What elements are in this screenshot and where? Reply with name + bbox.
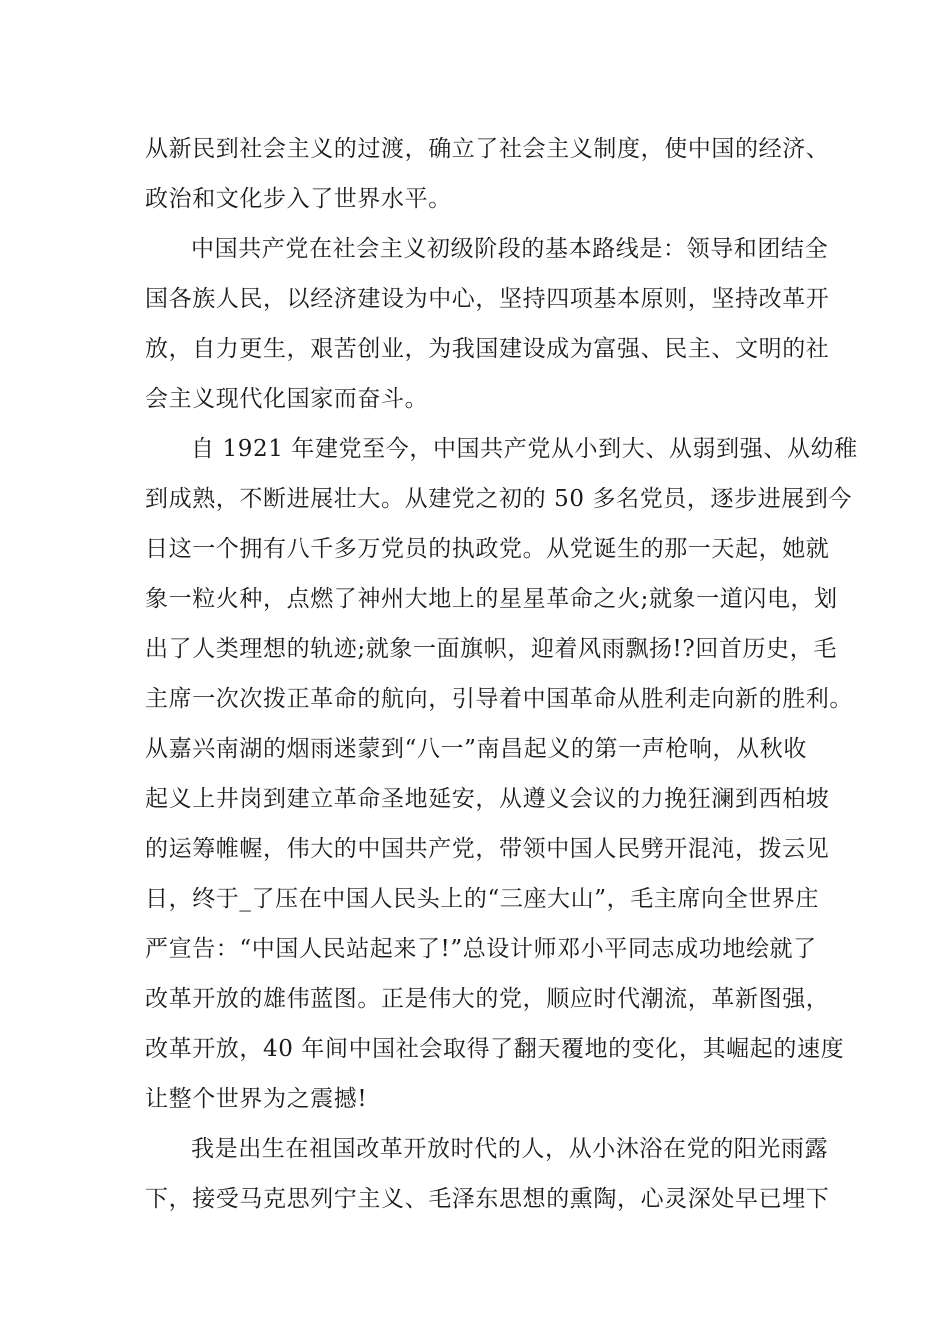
text-line-16: 日，终于_了压在中国人民头上的“三座大山”，毛主席向全世界庄	[145, 886, 820, 912]
text-line-1: 从新民到社会主义的过渡，确立了社会主义制度，使中国的经济、	[145, 136, 830, 162]
text-line-22: 下，接受马克思列宁主义、毛泽东思想的熏陶，心灵深处早已埋下	[145, 1186, 830, 1212]
text-line-10: 象一粒火种，点燃了神州大地上的星星革命之火;就象一道闪电，划	[145, 586, 838, 612]
text-line-21: 我是出生在祖国改革开放时代的人，从小沐浴在党的阳光雨露	[191, 1136, 829, 1162]
text-line-15: 的运筹帷幄，伟大的中国共产党，带领中国人民劈开混沌，拨云见	[145, 836, 830, 862]
text-line-5: 放，自力更生，艰苦创业，为我国建设成为富强、民主、文明的社	[145, 336, 830, 362]
text-line-18: 改革开放的雄伟蓝图。正是伟大的党，顺应时代潮流，革新图强，	[145, 986, 830, 1012]
text-line-13: 从嘉兴南湖的烟雨迷蒙到“八一”南昌起义的第一声枪响，从秋收	[145, 736, 807, 762]
text-line-20: 让整个世界为之震撼!	[145, 1086, 368, 1112]
text-line-11: 出了人类理想的轨迹;就象一面旗帜，迎着风雨飘扬!?回首历史，毛	[145, 636, 837, 662]
text-line-4: 国各族人民，以经济建设为中心，坚持四项基本原则，坚持改革开	[145, 286, 830, 312]
text-line-14: 起义上井岗到建立革命圣地延安，从遵义会议的力挽狂澜到西柏坡	[145, 786, 830, 812]
body-text	[145, 124, 858, 1224]
text-line-8: 到成熟，不断进展壮大。从建党之初的 50 多名党员，逐步进展到今	[145, 486, 853, 512]
text-line-19: 改革开放，40 年间中国社会取得了翻天覆地的变化，其崛起的速度	[145, 1036, 845, 1062]
text-line-9: 日这一个拥有八千多万党员的执政党。从党诞生的那一天起，她就	[145, 536, 830, 562]
text-line-6: 会主义现代化国家而奋斗。	[145, 386, 429, 412]
text-line-3: 中国共产党在社会主义初级阶段的基本路线是：领导和团结全	[191, 236, 829, 262]
text-line-7: 自 1921 年建党至今，中国共产党从小到大、从弱到强、从幼稚	[191, 436, 858, 462]
text-line-17: 严宣告：“中国人民站起来了!”总设计师邓小平同志成功地绘就了	[145, 936, 817, 962]
text-line-12: 主席一次次拨正革命的航向，引导着中国革命从胜利走向新的胜利。	[145, 686, 853, 712]
text-line-2: 政治和文化步入了世界水平。	[145, 186, 452, 212]
